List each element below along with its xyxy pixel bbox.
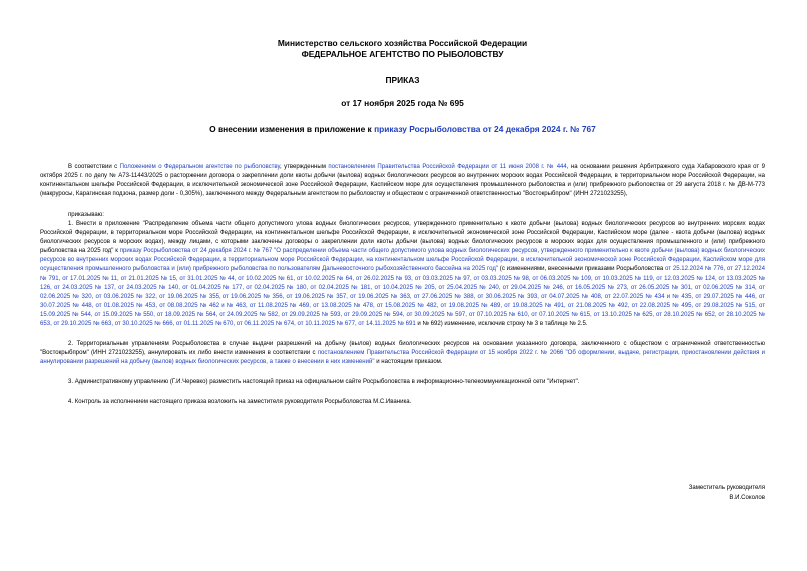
item-2-paragraph <box>40 340 765 367</box>
subject-prefix: О внесении изменения в приложение к <box>209 124 375 134</box>
item-1-text-1: 1. Внести в приложение "Распределение объема части общего допустимого улова водных биологических ресурсов, утвержденного применительно к квоте добычи (вылова) водных биологических ресурсов во внутренних морских водах Российской Федерации, в территориальном море Российской Федерации, на континентальном шельфе Российской Федерации, в исключительной экономической зоне Российской Федерации, Каспийском море (далее - квота добычи (вылова) водных биологических ресурсов в морских водах), между лицами, с которыми заключены договоры о закреплении доли квоты добычи (вылова) водных биологических ресурсов в морских водах для осуществления промышленного и (или) прибрежного рыболовства на 2025 год" к <box>40 220 765 255</box>
preamble-text-2: , утвержденным <box>279 163 329 170</box>
ministry-name: Министерство сельского хозяйства Российской Федерации <box>277 38 528 48</box>
item-1-text-2: (с изменениями, внесенными приказами Росрыболовства <box>498 266 666 273</box>
preamble-text-1: В соответствии с <box>68 163 120 170</box>
order-word: приказываю: <box>68 211 104 218</box>
agency-name: ФЕДЕРАЛЬНОЕ АГЕНТСТВО ПО РЫБОЛОВСТВУ <box>301 48 504 59</box>
order-767-link[interactable]: приказу Росрыболовства от 24 декабря 2024 г. № 767 "О распределении объема части общего допустимого улова водных биологических ресурсов, утвержденного применительно к квоте добычи (вылова) водных биологических ресурсов во внутренних морских водах Российской Федерации, в территориальном море Российской Федерации, на континентальном шельфе Российской Федерации, в исключительной экономической зоне Российской Федерации, Каспийском море для осуществления промышленного рыболовства и (или) прибрежного рыболовства по пользователям Дальневосточного рыбохозяйственного бассейна на 2025 год" <box>40 248 766 273</box>
order-date-number: от 17 ноября 2025 года № 695 <box>341 97 464 108</box>
preamble-paragraph <box>40 163 765 199</box>
preamble-text-3: , на основании решения Арбитражного суда Хабаровского края от 9 октября 2025 г. по делу № А73-11443/2025 о расторжении договора о закреплении доли квоты добычи (вылова) водных биологических ресурсов во внутренних морских водах Российской Федерации, в территориальном море Российской Федерации, на континентальном шельфе Российской Федерации, в исключительной экономической зоне Российской Федерации, Каспийском море для осуществления промышленного рыболовства и (или) прибрежного рыболовства от 29 августа 2018 г. № ДВ-М-773 (макруросы, Карагинская подзона, размер доли - 0,305%), заключенного между Федеральным агентством по рыболовству и обществом с ограниченной ответственностью "Востокрыбпром" (ИНН 2721023255), <box>40 163 765 197</box>
government-resolution-link[interactable]: постановлением Правительства Российской Федерации от 11 июня 2008 г. № 444 <box>328 163 567 170</box>
signatory-name: В.И.Соколов <box>729 494 765 501</box>
item-1-text-3: и № 692) изменение, исключив строку № 3 в таблице № 2.5. <box>415 321 588 327</box>
regulation-link[interactable]: Положением о Федеральном агентстве по рыболовству <box>119 163 280 170</box>
item-4-paragraph: 4. Контроль за исполнением настоящего приказа возложить на заместителя руководителя Росрыболовства М.С.Иваника. <box>68 399 412 406</box>
item-2-text-1: 2. Территориальным управлениям Росрыболовства в случае выдачи разрешений на добычу (вылов) водных биологических ресурсов на основании указанного договора, заключенного с обществом с ограниченной ответственностью "Востокрыбпром" (ИНН 2721023255), аннулировать их либо внести изменения в соответствии с <box>40 341 765 357</box>
item-3-paragraph: 3. Административному управлению (Г.И.Черевко) разместить настоящий приказ на официальном сайте Росрыболовства в информационно-телекоммуникационной сети "Интернет". <box>68 379 580 386</box>
item-1-paragraph <box>40 220 765 329</box>
order-subject <box>40 124 765 135</box>
subject-link[interactable]: приказу Росрыболовства от 24 декабря 2024 г. № 767 <box>374 124 596 134</box>
signature-block <box>689 484 765 503</box>
signatory-position: Заместитель руководителя <box>688 485 765 491</box>
amendments-links[interactable]: от 25.12.2024 № 776, от 27.12.2024 № 791, от 17.01.2025 № 11, от 21.01.2025 № 15, от 31.01.2025 № 44, от 10.02.2025 № 61, от 10.02.2025 № 64, от 26.02.2025 № 93, от 03.03.2025 № 97, от 03.03.2025 № 98, от 06.03.2025 № 109, от 10.03.2025 № 119, от 12.03.2025 № 124, от 13.03.2025 № 126, от 24.03.2025 № 137, от 24.03.2025 № 140, от 01.04.2025 № 177, от 02.04.2025 № 180, от 02.04.2025 № 181, от 10.04.2025 № 205, от 25.04.2025 № 240, от 29.04.2025 № 246, от 16.05.2025 № 273, от 26.05.2025 № 301, от 02.06.2025 № 314, от 02.06.2025 № 320, от 03.06.2025 № 322, от 19.06.2025 № 355, от 19.06.2025 № 356, от 19.06.2025 № 357, от 19.06.2025 № 363, от 27.06.2025 № 388, от 30.06.2025 № 393, от 04.07.2025 № 408, от 22.07.2025 № 434 и № 435, от 29.07.2025 № 446, от 30.07.2025 № 448, от 01.08.2025 № 453, от 08.08.2025 № 462 и № 463, от 11.08.2025 № 469, от 13.08.2025 № 478, от 15.08.2025 № 482, от 19.08.2025 № 489, от 19.08.2025 № 491, от 21.08.2025 № 492, от 22.08.2025 № 495, от 29.08.2025 № 515, от 15.09.2025 № 544, от 15.09.2025 № 550, от 18.09.2025 № 564, от 24.09.2025 № 582, от 29.09.2025 № 593, от 29.09.2025 № 594, от 30.09.2025 № 597, от 07.10.2025 № 610, от 07.10.2025 № 615, от 13.10.2025 № 625, от 28.10.2025 № 652, от 28.10.2025 № 653, от 29.10.2025 № 663, от 30.10.2025 № 666, от 01.11.2025 № 670, от 06.11.2025 № 674, от 10.11.2025 № 677, от 14.11.2025 № 691 <box>40 266 765 327</box>
item-2-text-2: и настоящим приказом. <box>374 359 443 366</box>
doc-type: ПРИКАЗ <box>385 75 420 85</box>
resolution-2066-link[interactable]: постановлением Правительства Российской Федерации от 15 ноября 2022 г. № 2066 "Об оформлении, выдаче, регистрации, приостановлении действия и аннулировании разрешений на добычу (вылов) водных биологических ресурсов, а также о внесении в них изменений" <box>40 350 765 366</box>
